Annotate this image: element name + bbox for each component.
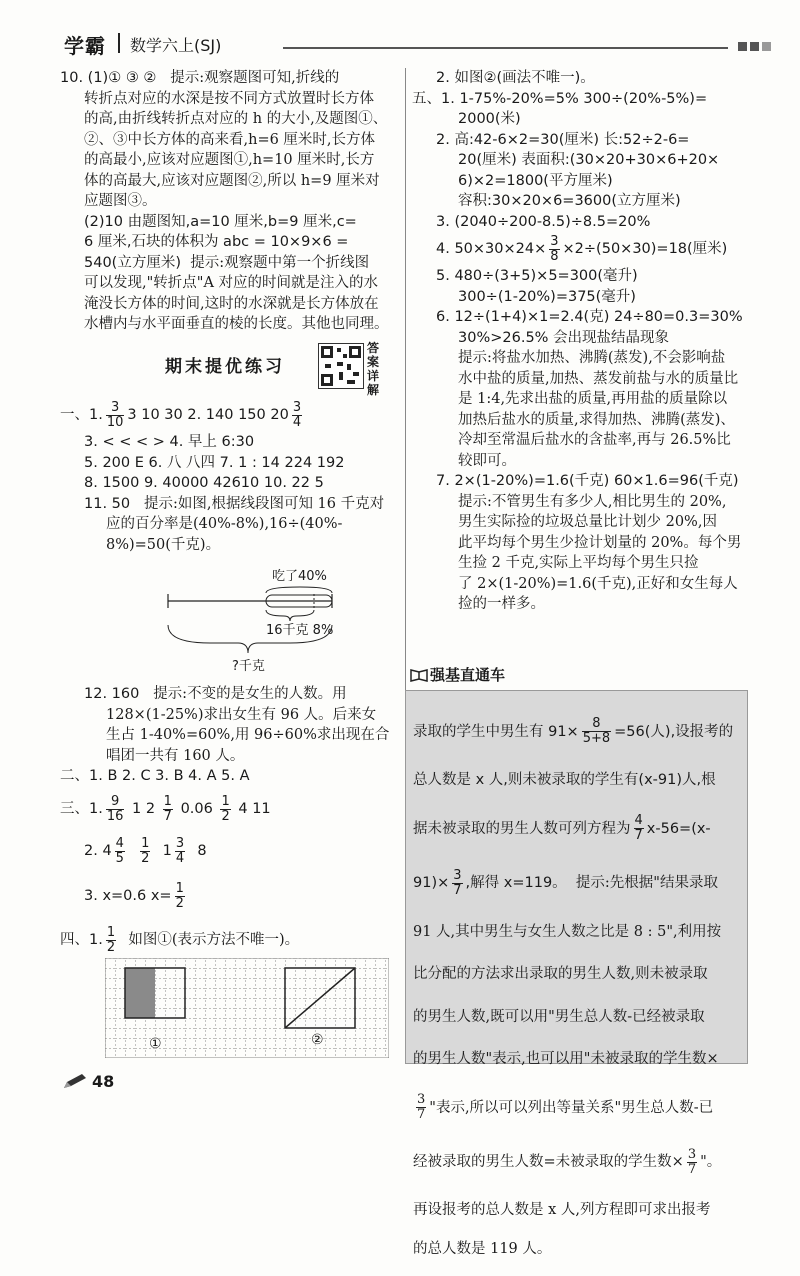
page-header bbox=[58, 30, 738, 56]
tip-text: 提示:观察题图可知,折线的 bbox=[170, 70, 340, 86]
answer-text: 1 2 bbox=[132, 801, 156, 817]
tip-text: 的高最小,应该对应题图①,h=10 厘米时,长方 bbox=[84, 152, 375, 168]
fraction: $\frac{4}{7}$ bbox=[634, 813, 643, 843]
answer-section-3 bbox=[60, 790, 400, 918]
tip-text: 捡的一样多。 bbox=[458, 596, 545, 612]
answer-text: 录取的学生中男生有 91× bbox=[413, 723, 579, 740]
tip-text: 128×(1-25%)求出女生有 96 人。后来女 bbox=[106, 706, 377, 723]
tip-text: 比分配的方法求出录取的男生人数,则未被录取 bbox=[413, 966, 708, 982]
answer-text: 5. 480÷(3+5)×5=300(毫升) bbox=[436, 268, 638, 284]
brand-logo: 学霸 bbox=[64, 34, 106, 58]
tip-text: 淹没长方体的时间,这时的水深就是长方体放在 bbox=[84, 295, 379, 312]
answer-text: 4. 50×30×24× bbox=[436, 241, 547, 257]
tip-text: 生占 1-40%=60%,用 96÷60%求出现在合 bbox=[106, 727, 390, 743]
answer-text: 8 bbox=[197, 843, 207, 859]
figure-label-1: ① bbox=[149, 1036, 162, 1052]
fraction: $\frac{3}{7}$ bbox=[687, 1146, 697, 1177]
grid-figure bbox=[105, 958, 389, 1058]
section-title: 期末提优练习 bbox=[165, 357, 285, 377]
answer-section-4 bbox=[60, 922, 400, 958]
tip-text: 如图①(表示方法不唯一)。 bbox=[128, 932, 300, 948]
answer-text: 6)×2=1800(平方厘米) bbox=[458, 172, 613, 189]
answer-text: 4 11 bbox=[238, 801, 271, 817]
answer-text: ,解得 x=119。 bbox=[465, 875, 567, 891]
answer-text: 3. x=0.6 x= bbox=[84, 888, 172, 904]
tip-text: 转折点对应的水深是按不同方式放置时长方体 bbox=[84, 90, 374, 107]
answer-text: 11. 50 bbox=[84, 495, 131, 512]
answer-text: 300÷(1-20%)=375(毫升) bbox=[458, 288, 636, 305]
tip-text: 水中盐的质量,加热、蒸发前盐与水的质量比 bbox=[458, 370, 739, 387]
tip-text: 的高,由折线转折点对应的 h 的大小,及题图①、 bbox=[84, 111, 388, 127]
answer-q12 bbox=[60, 684, 400, 766]
answer-text: 20(厘米) 表面积:(30×20+30×6+20× bbox=[458, 152, 720, 168]
tip-text: 可以发现,"转折点"A 对应的时间就是注入的水 bbox=[84, 275, 379, 291]
answer-text: 2. 如图②(画法不唯一)。 bbox=[436, 70, 595, 86]
answer-q10 bbox=[60, 68, 400, 335]
answer-text: 8. 1500 9. 40000 42610 10. 22 5 bbox=[84, 475, 324, 491]
answer-text: =56(人),设报考的 bbox=[614, 723, 734, 740]
header-rule bbox=[283, 47, 728, 49]
tip-text: 的男生人数,既可以用"男生总人数-已经被录取 bbox=[413, 1008, 705, 1025]
fraction: $\frac{8}{5+8}$ bbox=[582, 716, 611, 746]
tip-text: 提示:不管男生有多少人,相比男生的 20%, bbox=[458, 493, 727, 510]
tip-text: 较即可。 bbox=[458, 452, 516, 469]
tip-text: 体的高最大,应该对应题图②,所以 h=9 厘米对 bbox=[84, 172, 380, 189]
fraction: $\frac{9}{16}$ bbox=[106, 793, 124, 824]
answer-section-2 bbox=[60, 766, 400, 787]
answer-text: 二、1. B 2. C 3. B 4. A 5. A bbox=[60, 768, 250, 784]
fraction: $\frac{3}{7}$ bbox=[417, 1092, 426, 1122]
answer-text: 12. 160 bbox=[84, 686, 140, 702]
tip-text: "表示,所以可以列出等量关系"男生总人数-已 bbox=[429, 1099, 714, 1116]
tip-text: 生捡 2 千克,实际上平均每个男生只捡 bbox=[458, 555, 699, 571]
box-title: 强基直通车 bbox=[430, 666, 506, 684]
fraction: $\frac{1}{2}$ bbox=[106, 924, 116, 955]
tip-text: 水槽内与水平面垂直的棱的长度。其他也同理。 bbox=[84, 316, 389, 332]
answer-text: (2)10 由题图知,a=10 厘米,b=9 厘米,c= bbox=[84, 213, 357, 230]
answer-text: 91)× bbox=[413, 875, 450, 891]
answer-text: ×2÷(50×30)=18(厘米) bbox=[562, 241, 728, 257]
fraction: $\frac{3}{4}$ bbox=[175, 835, 185, 866]
tip-text: 应题图③。 bbox=[84, 193, 157, 209]
answer-text: 10. (1)① ③ ② bbox=[60, 70, 157, 86]
fraction: $\frac{1}{2}$ bbox=[175, 880, 184, 911]
tip-text: 了 2×(1-20%)=1.6(千克),正好和女生每人 bbox=[458, 575, 738, 592]
tip-text: 再设报考的总人数是 x 人,列方程即可求出报考 bbox=[413, 1201, 711, 1218]
tip-text: 男生实际捡的垃圾总量比计划少 20%,因 bbox=[458, 514, 717, 530]
tip-text: 的总人数是 119 人。 bbox=[413, 1241, 552, 1257]
tip-text: 冷却至常温后盐水的含盐率,再与 26.5%比 bbox=[458, 432, 731, 448]
header-square-icon bbox=[762, 42, 771, 51]
answer-text: 7. 2×(1-20%)=1.6(千克) 60×1.6=96(千克) bbox=[436, 473, 739, 489]
tip-text: ②、③中长方体的高来看,h=6 厘米时,长方体 bbox=[84, 131, 376, 148]
tip-text: 唱团一共有 160 人。 bbox=[106, 747, 245, 764]
tip-text: 提示:观察题中第一个折线图 bbox=[190, 254, 370, 271]
answer-right-column bbox=[412, 68, 750, 615]
diagram-label-mid: 16千克 8% bbox=[266, 623, 334, 638]
answer-text: 3. < < < > 4. 早上 6:30 bbox=[84, 434, 255, 450]
tip-text: 经被录取的男生人数=未被录取的学生数× bbox=[413, 1154, 684, 1170]
answer-text: 2. 高:42-6×2=30(厘米) 长:52÷2-6= bbox=[436, 131, 690, 148]
answer-text: 30%>26.5% 会出现盐结晶现象 bbox=[458, 329, 670, 346]
header-square-icon bbox=[738, 42, 747, 51]
answer-text: 2. 4 bbox=[84, 843, 112, 859]
answer-text: 1 bbox=[162, 843, 172, 859]
fraction: $\frac{1}{2}$ bbox=[141, 835, 150, 866]
tip-text: 91 人,其中男生与女生人数之比是 8 : 5",利用按 bbox=[413, 923, 722, 940]
tip-text: 8%)=50(千克)。 bbox=[106, 536, 221, 553]
answer-text: 540(立方厘米) bbox=[84, 254, 181, 271]
header-square-icon bbox=[750, 42, 759, 51]
fraction: $\frac{3}{10}$ bbox=[106, 399, 124, 430]
fraction: $\frac{3}{8}$ bbox=[550, 233, 559, 264]
answer-section-1 bbox=[60, 398, 400, 555]
fraction: $\frac{4}{5}$ bbox=[115, 835, 124, 866]
qr-caption: 答案详解 bbox=[367, 341, 380, 397]
answer-text: 总人数是 x 人,则未被录取的学生有(x-91)人,根 bbox=[413, 772, 716, 788]
tip-text: 加热后盐水的质量,求得加热、沸腾(蒸发)、 bbox=[458, 411, 735, 428]
answer-text: 据未被录取的男生人数可列方程为 bbox=[413, 820, 631, 837]
answer-text: 三、1. bbox=[60, 801, 103, 817]
answer-text: 五、1. 1-75%-20%=5% 300÷(20%-5%)= bbox=[412, 90, 708, 107]
figure-label-2: ② bbox=[311, 1032, 324, 1048]
answer-text: 容积:30×20×6=3600(立方厘米) bbox=[458, 193, 681, 209]
fraction: $\frac{1}{7}$ bbox=[163, 793, 172, 824]
tip-text: 应的百分率是(40%-8%),16÷(40%- bbox=[106, 516, 343, 532]
tip-text: 提示:如图,根据线段图可知 16 千克对 bbox=[143, 495, 385, 512]
tip-text: 的男生人数"表示,也可以用"未被录取的学生数× bbox=[413, 1051, 719, 1067]
box-content bbox=[413, 697, 741, 1276]
answer-text: 2000(米) bbox=[458, 111, 521, 127]
qr-code-icon[interactable] bbox=[318, 343, 364, 389]
answer-text: x-56=(x- bbox=[646, 820, 711, 837]
pencil-icon bbox=[62, 1072, 88, 1094]
tip-text: "。 bbox=[700, 1154, 722, 1170]
fraction: $\frac{1}{2}$ bbox=[221, 793, 230, 824]
header-separator bbox=[118, 33, 120, 53]
tip-text: 提示:将盐水加热、沸腾(蒸发),不会影响盐 bbox=[458, 350, 726, 366]
book-icon bbox=[410, 667, 428, 686]
answer-text: 0.06 bbox=[180, 801, 213, 817]
answer-text: 5. 200 E 6. 八 八四 7. 1 : 14 224 192 bbox=[84, 454, 345, 471]
segment-diagram bbox=[150, 563, 360, 683]
book-subtitle: 数学六上(SJ) bbox=[130, 36, 222, 55]
tip-text: 是 1:4,先求出盐的质量,再用盐的质量除以 bbox=[458, 391, 728, 407]
diagram-label-top: 吃了40% bbox=[272, 569, 327, 584]
tip-text: 提示:不变的是女生的人数。用 bbox=[153, 686, 347, 702]
answer-text: 6 厘米,石块的体积为 abc = 10×9×6 = bbox=[84, 234, 349, 250]
answer-text: 6. 12÷(1+4)×1=2.4(克) 24÷80=0.3=30% bbox=[436, 309, 743, 325]
answer-text: 一、1. bbox=[60, 407, 103, 423]
tip-text: 此平均每个男生少捡计划量的 20%。每个男 bbox=[458, 534, 742, 551]
answer-text: 3. (2040÷200-8.5)÷8.5=20% bbox=[436, 213, 651, 230]
answer-text: 四、1. bbox=[60, 932, 103, 948]
answer-text: 3 10 30 2. 140 150 20 bbox=[127, 407, 289, 423]
page-number: 48 bbox=[92, 1072, 115, 1091]
diagram-label-bottom: ?千克 bbox=[232, 659, 265, 674]
fraction: $\frac{3}{7}$ bbox=[453, 867, 462, 898]
tip-text: 提示:先根据"结果录取 bbox=[575, 875, 718, 891]
fraction: $\frac{3}{4}$ bbox=[292, 399, 302, 430]
